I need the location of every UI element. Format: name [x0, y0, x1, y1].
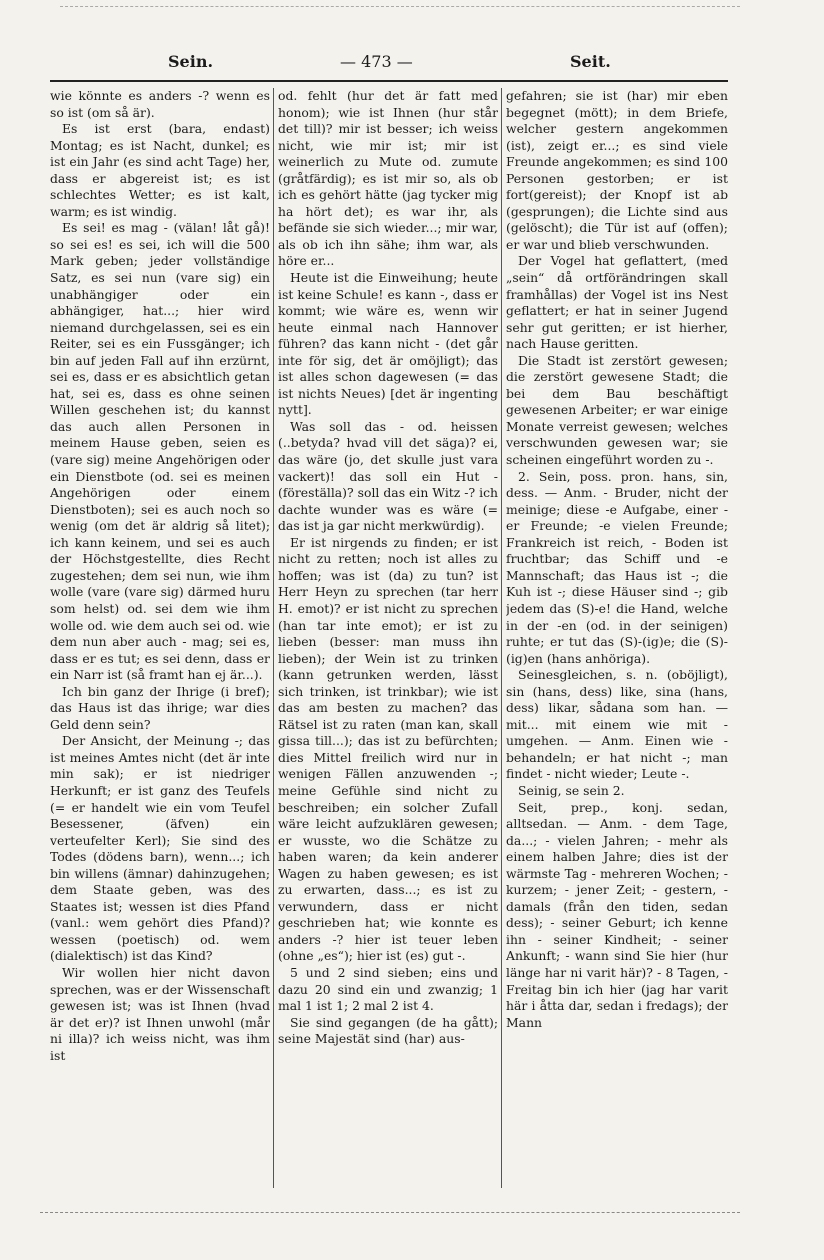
entry-seinig: Seinig, se sein 2. — [518, 782, 625, 798]
paragraph: Der Vogel hat geflattert, (med „sein“ då ortförändringen skall framhållas) der Vogel ist ins Nest geflattert; er hat in seiner Jugend sehr gut geritten; er ist hierher, nach Hause geritten. — [506, 253, 728, 352]
header-left-word: Sein. — [168, 52, 214, 71]
page-number: — 473 — — [340, 52, 413, 71]
bottom-edge-rule — [40, 1212, 740, 1213]
paragraph: Sie sind gegangen (de ha gått); seine Majestät sind (har) aus- — [278, 1014, 498, 1047]
top-edge-rule — [60, 6, 740, 7]
paragraph: od. fehlt (hur det är fatt med honom); wie ist Ihnen (hur står det till)? mir ist besser; ich weiss nicht, wie mir ist; mir ist weinerlich zu Mute od. zumute (gråtfärdig); es ist mir so, als ob ich es gehört hätte (jag tycker mig ha hört det); es war ihr, als befände sie sich wieder...; mir war, als ob ich ihn sähe; ihm war, als höre er... — [278, 88, 498, 269]
column-3 — [506, 88, 728, 1208]
column-divider — [273, 88, 274, 1188]
paragraph: wie könnte es anders -? wenn es so ist (om så är). — [50, 88, 270, 120]
running-head — [50, 52, 728, 78]
header-right-word: Seit. — [570, 52, 611, 71]
paragraph: 5 und 2 sind sieben; eins und dazu 20 sind ein und zwanzig; 1 mal 1 ist 1; 2 mal 2 ist 4. — [278, 964, 498, 1014]
paragraph: Es sei! es mag - (välan! låt gå)! so sei es! es sei, ich will die 500 Mark geben; jeder vollständige Satz, es sei nun (vare sig) ein unabhängiger oder ein abhängiger, hat...; hier wird niemand durchgelassen, sei es ein Reiter, sei es ein Fussgänger; ich bin auf jeden Fall auf ihn erzürnt, sei es, dass er es absichtlich getan hat, sei es, dass es ohne seinen Willen geschehen ist; du kannst das auch allen Personen in meinem Hause geben, seien es (vare sig) meine Angehörigen oder ein Dienstbote (od. sei es meinen Angehörigen oder einem Dienstboten); sei es auch noch so wenig (om det är aldrig så litet); ich kann keinem, und sei es auch der Höchstgestellte, dies Recht zugestehen; dem sei nun, wie ihm wolle (vare (vare sig) därmed huru som helst) od. sei dem wie ihm wolle od. wie dem auch sei od. wie dem nun aber auch - mag; sei es, dass er es tut; es sei denn, dass er ein Narr ist (så framt han ej är...). — [50, 220, 270, 683]
paragraph: gefahren; sie ist (har) mir eben begegnet (mött); in dem Briefe, welcher gestern angekommen (ist), zeigt er...; es sind viele Freunde angekommen; es sind 100 Personen gestorben; er ist fort(gereist); der Knopf ist ab (gesprungen); die Lichte sind aus (gelöscht); die Tür ist auf (offen); er war und blieb verschwunden. — [506, 88, 728, 252]
paragraph: Er ist nirgends zu finden; er ist nicht zu retten; noch ist alles zu hoffen; was ist (da) zu tun? ist Herr Heyn zu sprechen (tar herr H. emot)? er ist nicht zu sprechen (han tar inte emot); er ist zu lieben (besser: man muss ihn lieben); der Wein ist zu trinken (kann getrunken werden, lässt sich trinken, ist trinkbar); wie ist das am besten zu machen? das Rätsel ist zu raten (man kan, skall gissa till...); das ist zu befürchten; dies Mittel freilich wird nur in wenigen Fällen anzuwenden -; meine Gefühle sind nicht zu beschreiben; ein solcher Zufall wäre leicht aufzuklären gewesen; er wusste, wo die Schätze zu haben waren; da kein anderer Wagen zu haben gewesen; es ist zu erwarten, dass...; es ist zu verwundern, dass er nicht geschrieben hat; wie konnte es anders -? hier ist teuer leben (ohne „es“); hier ist (es) gut -. — [278, 534, 498, 964]
paragraph: Was soll das - od. heissen (..betyda? hvad vill det säga)? ei, das wäre (jo, det skulle just vara vackert)! das soll ein Hut - (föreställa)? soll das ein Witz -? ich dachte wunder was es wäre (= das ist ja gar nicht merkwürdig). — [278, 418, 498, 534]
paragraph: Der Ansicht, der Meinung -; das ist meines Amtes nicht (det är inte min sak); er ist niedriger Herkunft; er ist ganz des Teufels (= er handelt wie ein vom Teufel Besessener, (äfven) ein verteufelter Kerl); Sie sind des Todes (dödens barn), wenn...; ich bin willens (ämnar) dahinzugehen; dem Staate geben, was des Staates ist; wessen ist dies Pfand (vanl.: wem gehört dies Pfand)? wessen (poetisch) od. wem (dialektisch) ist das Kind? — [50, 733, 270, 964]
header-rule — [50, 80, 728, 82]
paragraph: Es ist erst (bara, endast) Montag; es ist Nacht, dunkel; es ist ein Jahr (es sind acht Tage) her, dass er abgereist ist; es ist schlechtes Wetter; es ist kalt, warm; es ist windig. — [50, 121, 270, 219]
column-1 — [50, 88, 270, 1208]
paragraph: Heute ist die Einweihung; heute ist keine Schule! es kann -, dass er kommt; wie wäre es, wenn wir heute einmal nach Hannover führen? das kann nicht - (det går inte för sig, det är omöjligt); das ist alles schon dagewesen (= das ist nichts Neues) [det är ingenting nytt]. — [278, 270, 498, 418]
paragraph: Die Stadt ist zerstört gewesen; die zerstört gewesene Stadt; die bei dem Bau beschäftigt gewesenen Arbeiter; er war einige Monate verreist gewesen; welches verschwunden gewesen war; sie scheinen eingeführt worden zu -. — [506, 352, 728, 468]
column-2 — [278, 88, 498, 1208]
entry-sein-2: 2. Sein, poss. pron. hans, sin, dess. — Anm. - Bruder, nicht der meinige; diese -e Aufgabe, einer -er Freunde; -e vielen Freunde; Frankreich ist reich, - Boden ist fruchtbar; das Schiff und -e Mannschaft; das Haus ist -; die Kuh ist -; diese Häuser sind -; gib jedem das (S)-e! die Hand, welche in der -en (od. in der seinigen) ruhte; er tut das (S)-(ig)e; die (S)-(ig)en (hans anhöriga). — [506, 468, 728, 666]
entry-seinesgleichen: Seinesgleichen, s. n. (oböjligt), sin (hans, dess) like, sina (hans, dess) likar, sådana som han. — mit... mit einem wie mit - umgehen. — Anm. Einen wie - behandeln; er hat nicht -; man findet - nicht wieder; Leute -. — [506, 667, 728, 782]
column-divider — [501, 88, 502, 1188]
paragraph: Wir wollen hier nicht davon sprechen, was er der Wissenschaft gewesen ist; was ist Ihnen (hvad är det er)? ist Ihnen unwohl (mår ni illa)? ich weiss nicht, was ihm ist — [50, 964, 270, 1063]
entry-seit: Seit, prep., konj. sedan, alltsedan. — Anm. - dem Tage, da...; - vielen Jahren; - mehr als einem halben Jahre; dies ist der wärmste Tag - mehreren Wochen; - kurzem; - jener Zeit; - gestern, - damals (från den tiden, sedan dess); - seiner Geburt; ich kenne ihn - seiner Kindheit; - seiner Ankunft; - wann sind Sie hier (hur länge har ni varit här)? - 8 Tagen, - Freitag bin ich hier (jag har varit här i åtta dar, sedan i fredags); der Mann — [506, 799, 728, 1030]
paragraph: Ich bin ganz der Ihrige (i bref); das Haus ist das ihrige; war dies Geld denn sein? — [50, 683, 270, 732]
